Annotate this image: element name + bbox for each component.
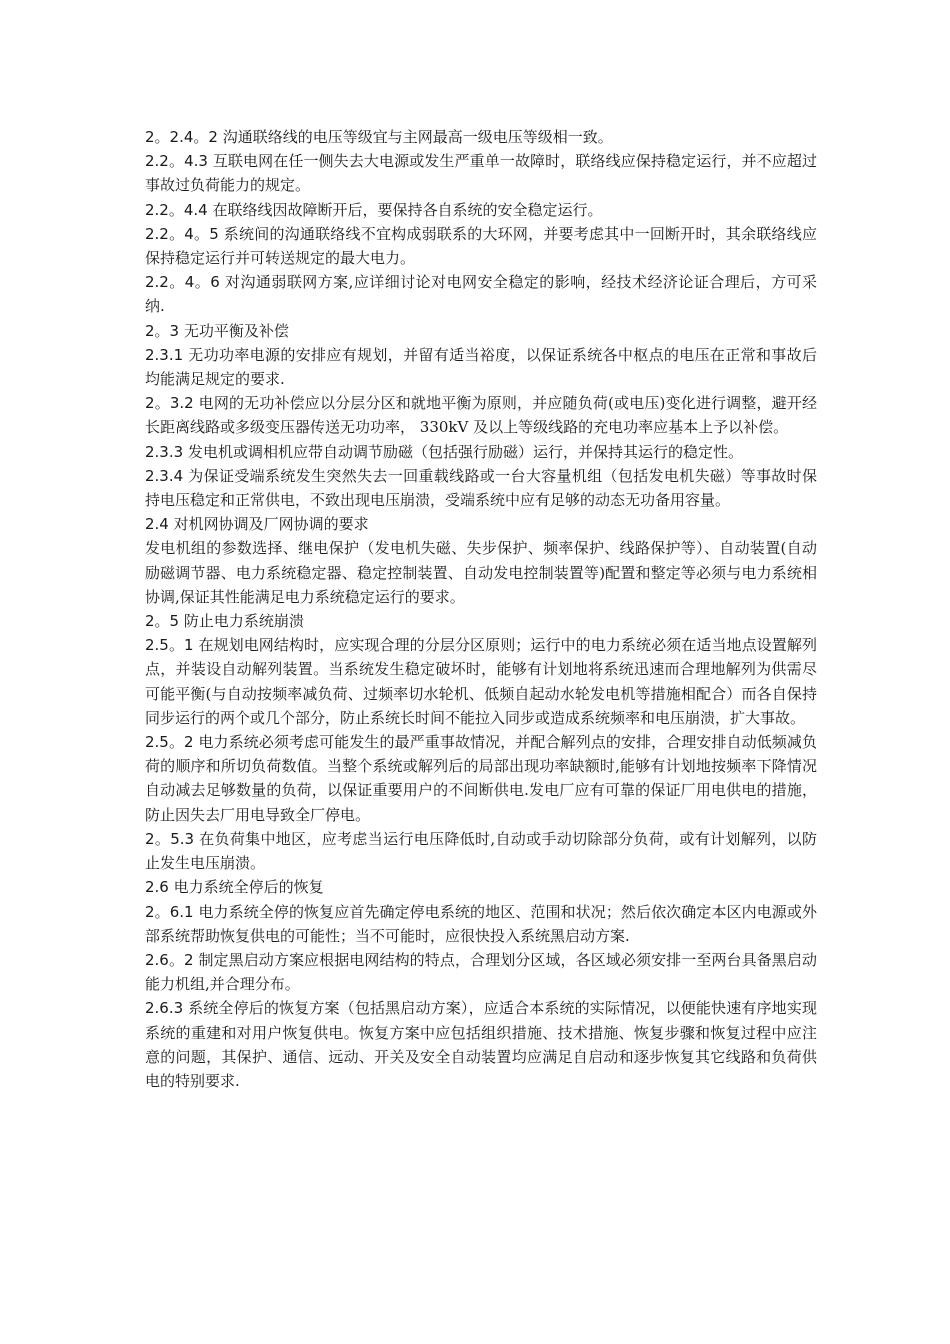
- paragraph-2-3-3: [145, 440, 817, 464]
- paragraph-2-6-1: [145, 900, 817, 948]
- paragraph-text: 沟通联络线的电压等级宜与主网最高一级电压等级相一致。: [222, 128, 613, 146]
- paragraph-text: 发电机组的参数选择、继电保护（发电机失磁、失步保护、频率保护、线路保护等）、自动装置(自动励磁调节器、电力系统稳定器、稳定控制装置、自动发电控制装置等)配置和整定等必须与电力系统相协调,保证其性能满足电力系统稳定运行的要求。: [145, 539, 817, 606]
- paragraph-text: 发电机或调相机应带自动调节励磁（包括强行励磁）运行，并保持其运行的稳定性。: [187, 442, 743, 461]
- section-number: 2.5。1: [145, 636, 194, 655]
- paragraph-text: 系统全停后的恢复方案（包括黑启动方案），应适合本系统的实际情况，以便能快速有序地实现系统的重建和对用户恢复供电。恢复方案中应包括组织措施、技术措施、恢复步骤和恢复过程中应注意的问题，其保护、通信、远动、开关及安全自动装置均应满足自启动和逐步恢复其它线路和负荷供电的特别要求.: [145, 999, 817, 1090]
- section-heading-text: 无功平衡及补偿: [183, 321, 289, 340]
- document-body: [145, 125, 817, 1093]
- paragraph-2-6-3: [145, 996, 817, 1093]
- section-number: 2.4: [145, 515, 169, 534]
- paragraph-text: 在负荷集中地区，应考虑当运行电压降低时,自动或手动切除部分负荷，或有计划解列，以防止发生电压崩溃。: [145, 829, 817, 873]
- paragraph-text: 电力系统必须考虑可能发生的最严重事故情况，并配合解列点的安排，合理安排自动低频减负荷的顺序和所切负荷数值。当整个系统或解列后的局部出现功率缺额时,能够有计划地按频率下降情况自动减去足够数量的负荷，以保证重要用户的不间断供电.发电厂应有可靠的保证厂用电供电的措施，防止因失去厂用电导致全厂停电。: [145, 733, 817, 824]
- section-number: 2.2。4。6: [145, 273, 220, 292]
- paragraph-text: 制定黑启动方案应根据电网结构的特点，合理划分区域，各区域必须安排一至两台具备黑启动能力机组,并合理分布。: [145, 950, 817, 994]
- paragraph-text: 在联络线因故障断开后，要保持各自系统的安全稳定运行。: [212, 200, 603, 219]
- paragraph-2-6-2: [145, 948, 817, 996]
- section-heading-2-4: [145, 512, 817, 536]
- section-heading-2-3: [145, 319, 817, 343]
- paragraph-2-2-4-6: [145, 270, 817, 318]
- section-number: 2.2。4.3: [145, 152, 208, 171]
- section-number: 2.3.1: [145, 345, 184, 364]
- section-number: 2.2。4。5: [145, 224, 219, 243]
- section-heading-text: 电力系统全停后的恢复: [173, 878, 324, 897]
- paragraph-text: 互联电网在任一侧失去大电源或发生严重单一故障时，联络线应保持稳定运行，并不应超过事故过负荷能力的规定。: [145, 152, 817, 195]
- section-number: 2.6: [145, 878, 169, 897]
- section-number: 2。2.4。2: [145, 128, 218, 146]
- section-number: 2。3: [145, 321, 180, 340]
- paragraph-2-4-body: [145, 536, 817, 609]
- section-number: 2.2。4.4: [145, 200, 208, 219]
- paragraph-2-3-2: [145, 391, 817, 439]
- section-number: 2。5: [145, 612, 180, 631]
- section-heading-text: 防止电力系统崩溃: [183, 612, 304, 631]
- section-number: 2。3.2: [145, 394, 194, 413]
- paragraph-2-5-3: [145, 827, 817, 875]
- section-number: 2.3.4: [145, 466, 184, 485]
- paragraph-2-2-4-3: [145, 149, 817, 197]
- section-number: 2.3.3: [145, 442, 184, 461]
- paragraph-2-5-2: [145, 730, 817, 827]
- paragraph-text: 电力系统全停的恢复应首先确定停电系统的地区、范围和状况；然后依次确定本区内电源或外部系统帮助恢复供电的可能性；当不可能时，应很快投入系统黑启动方案.: [145, 902, 817, 945]
- section-number: 2。5.3: [145, 829, 195, 848]
- paragraph-2-2-4-5: [145, 222, 817, 270]
- paragraph-text: 对沟通弱联网方案,应详细讨论对电网安全稳定的影响，经技术经济论证合理后，方可采纳.: [145, 273, 817, 316]
- paragraph-2-2-4-2: [145, 125, 817, 149]
- paragraph-2-3-1: [145, 343, 817, 391]
- paragraph-text: 无功功率电源的安排应有规划，并留有适当裕度，以保证系统各中枢点的电压在正常和事故后均能满足规定的要求.: [145, 345, 817, 389]
- paragraph-text: 系统间的沟通联络线不宜构成弱联系的大环网，并要考虑其中一回断开时，其余联络线应保持稳定运行并可转送规定的最大电力。: [145, 224, 817, 268]
- section-heading-text: 对机网协调及厂网协调的要求: [173, 515, 369, 534]
- paragraph-2-3-4: [145, 464, 817, 512]
- section-number: 2.6.3: [145, 999, 184, 1018]
- section-number: 2.6。2: [145, 950, 194, 969]
- paragraph-text: 电网的无功补偿应以分层分区和就地平衡为原则，并应随负荷(或电压)变化进行调整，避开经长距离线路或多级变压器传送无功功率， 330kV 及以上等级线路的充电功率应基本上予以补偿。: [145, 394, 817, 437]
- paragraph-2-2-4-4: [145, 198, 817, 222]
- paragraph-2-5-1: [145, 633, 817, 730]
- paragraph-text: 在规划电网结构时，应实现合理的分层分区原则；运行中的电力系统必须在适当地点设置解列点，并装设自动解列装置。当系统发生稳定破坏时，能够有计划地将系统迅速而合理地解列为供需尽可能平衡(与自动按频率减负荷、过频率切水轮机、低频自起动水轮发电机等措施相配合）而各自保持同步运行的两个或几个部分，防止系统长时间不能拉入同步或造成系统频率和电压崩溃，扩大事故。: [145, 636, 817, 727]
- paragraph-text: 为保证受端系统发生突然失去一回重载线路或一台大容量机组（包括发电机失磁）等事故时保持电压稳定和正常供电，不致出现电压崩溃，受端系统中应有足够的动态无功备用容量。: [145, 466, 817, 510]
- section-heading-2-5: [145, 609, 817, 633]
- section-heading-2-6: [145, 875, 817, 899]
- section-number: 2.5。2: [145, 733, 194, 752]
- section-number: 2。6.1: [145, 902, 194, 921]
